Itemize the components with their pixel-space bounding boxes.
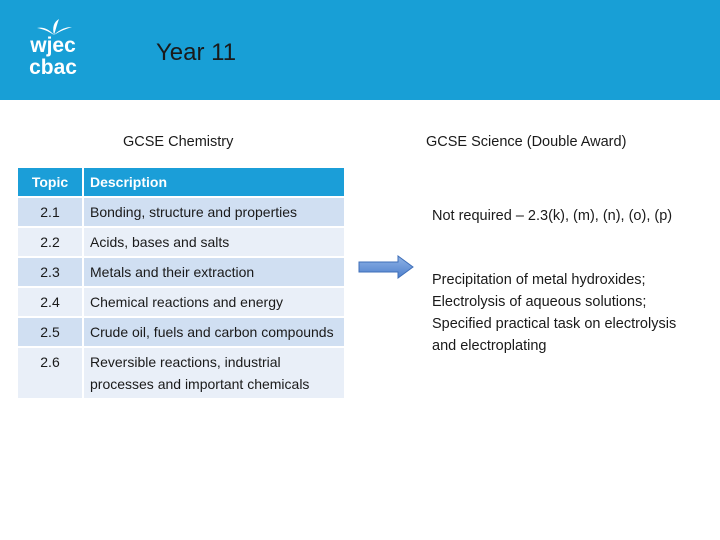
topic-code: 2.6 xyxy=(17,347,83,399)
topic-description: Chemical reactions and energy xyxy=(83,287,345,317)
table-row xyxy=(17,257,345,287)
logo-text-cbac: cbac xyxy=(29,56,77,79)
not-required-note: Not required – 2.3(k), (m), (n), (o), (p) xyxy=(432,208,673,224)
science-column-heading: GCSE Science (Double Award) xyxy=(426,134,627,150)
table-row xyxy=(17,347,345,399)
topic-code: 2.4 xyxy=(17,287,83,317)
header-banner xyxy=(0,0,720,100)
chemistry-column-heading: GCSE Chemistry xyxy=(123,134,234,150)
topic-column-header: Topic xyxy=(17,167,83,197)
table-row xyxy=(17,227,345,257)
table-row xyxy=(17,197,345,227)
page-title: Year 11 xyxy=(156,39,237,66)
topic-code: 2.2 xyxy=(17,227,83,257)
table-header-row xyxy=(17,167,345,197)
table-row xyxy=(17,287,345,317)
topic-description: Reversible reactions, industrial processes and important chemicals xyxy=(83,347,345,399)
wjec-logo xyxy=(20,18,86,82)
topic-code: 2.1 xyxy=(17,197,83,227)
precipitation-note: Precipitation of metal hydroxides; Electrolysis of aqueous solutions; Specified practical task on electrolysis and electroplating xyxy=(432,272,677,354)
topic-description: Crude oil, fuels and carbon compounds xyxy=(83,317,345,347)
logo-text-wjec: wjec xyxy=(30,34,76,57)
description-column-header: Description xyxy=(83,167,345,197)
topic-code: 2.3 xyxy=(17,257,83,287)
topics-table xyxy=(16,166,346,400)
topic-description: Metals and their extraction xyxy=(83,257,345,287)
right-arrow-icon xyxy=(358,255,414,279)
table-row xyxy=(17,317,345,347)
topic-description: Acids, bases and salts xyxy=(83,227,345,257)
topic-description: Bonding, structure and properties xyxy=(83,197,345,227)
topic-code: 2.5 xyxy=(17,317,83,347)
